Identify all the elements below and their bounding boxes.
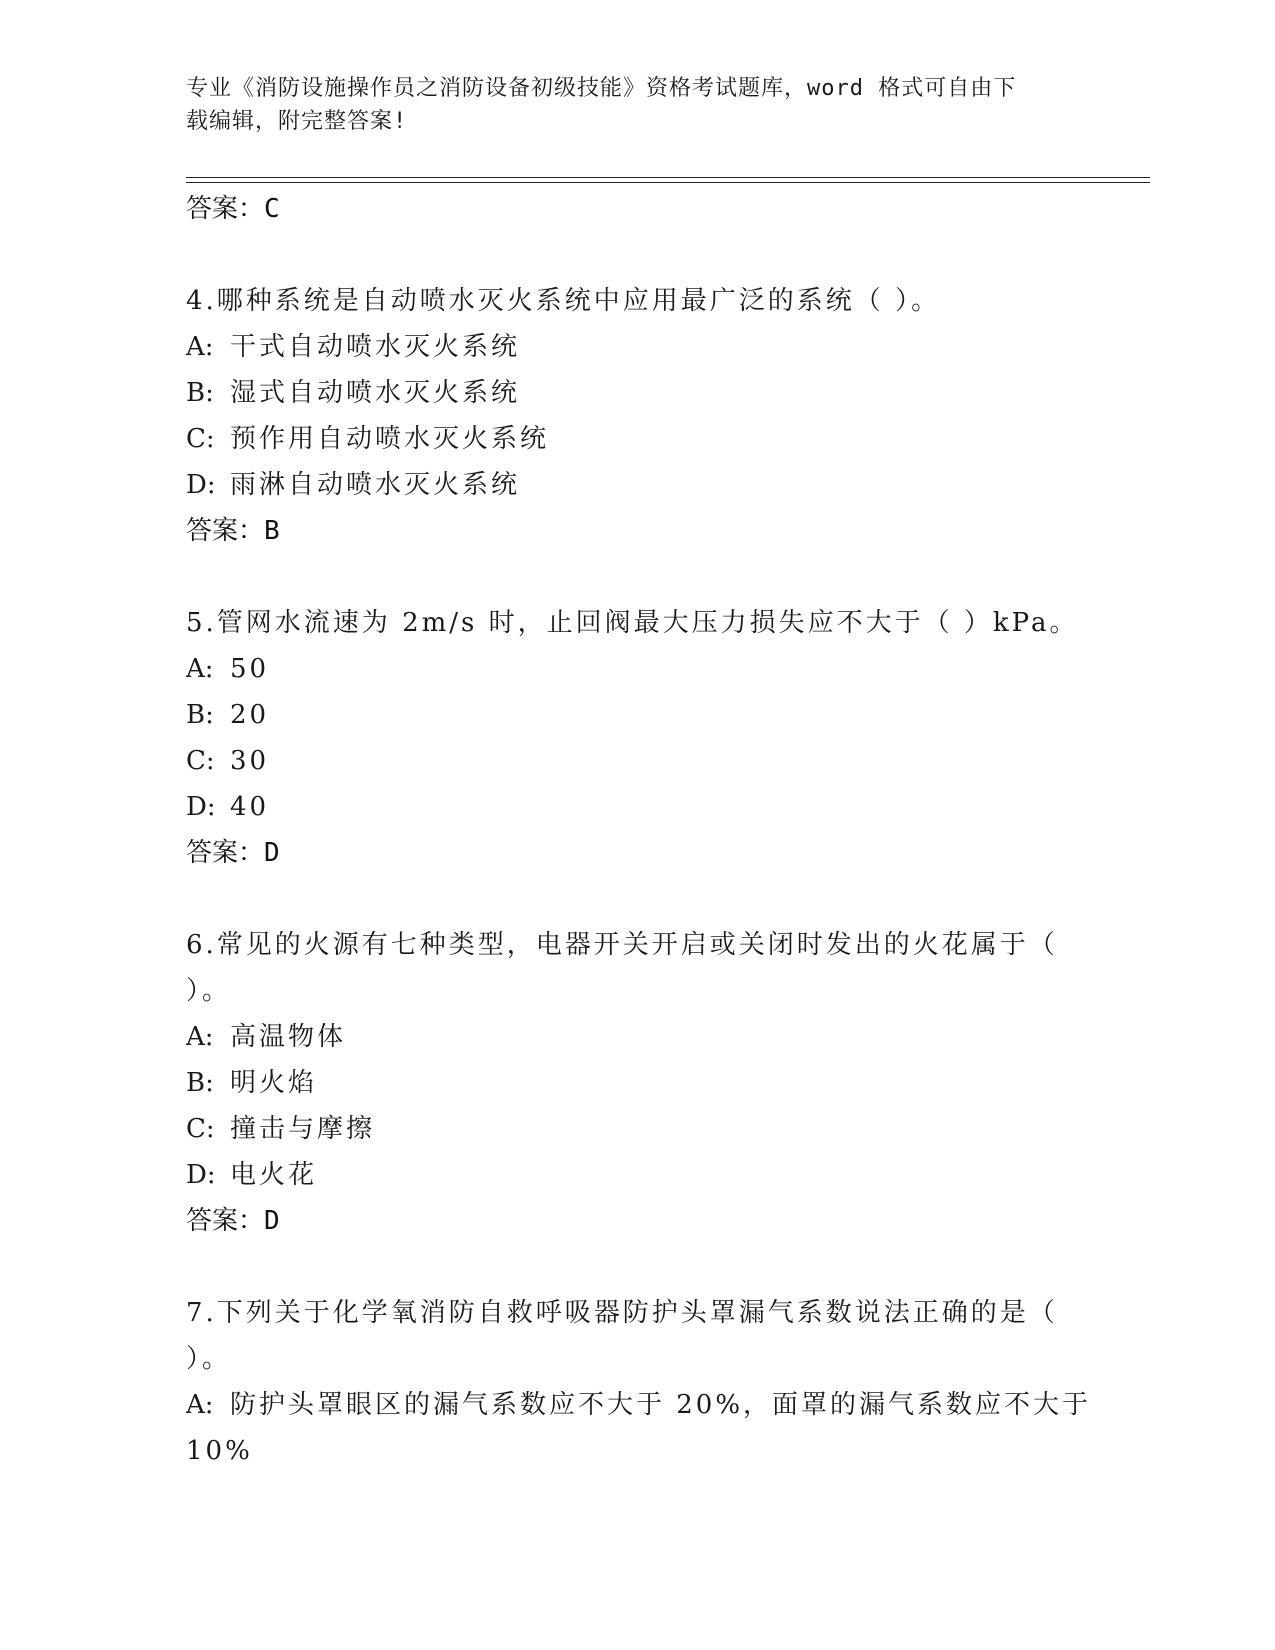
option-c [186, 416, 1106, 462]
answer: 答案：D [186, 1206, 280, 1236]
header-line-1: 专业《消防设施操作员之消防设备初级技能》资格考试题库，word 格式可自由下 [186, 76, 1017, 101]
option-a [186, 324, 1106, 370]
option-key: D: [186, 470, 216, 500]
option-key: C: [186, 424, 215, 454]
option-text: 30 [230, 746, 270, 776]
option-b [186, 1060, 1106, 1106]
question-stem-continued: ）。 [186, 976, 232, 1006]
option-key: B: [186, 700, 214, 730]
header-line-2: 载编辑，附完整答案! [186, 109, 408, 134]
option-text: 干式自动喷水灭火系统 [230, 332, 521, 362]
option-text: 湿式自动喷水灭火系统 [230, 378, 521, 408]
option-text: 电火花 [230, 1160, 318, 1190]
option-a-continued: 10% [186, 1436, 253, 1466]
question-stem: 6.常见的火源有七种类型，电器开关开启或关闭时发出的火花属于（ [186, 930, 1058, 960]
option-key: C: [186, 1114, 215, 1144]
option-d [186, 462, 1106, 508]
header-double-rule [186, 177, 1150, 183]
option-a [186, 646, 1106, 692]
option-text: 撞击与摩擦 [230, 1114, 376, 1144]
option-key: D: [186, 792, 216, 822]
option-a [186, 1014, 1106, 1060]
option-text: 明火焰 [230, 1068, 318, 1098]
question-stem: 5.管网水流速为 2m/s 时，止回阀最大压力损失应不大于（ ）kPa。 [186, 608, 1079, 638]
question-4 [186, 278, 1106, 554]
option-c [186, 738, 1106, 784]
option-key: B: [186, 1068, 214, 1098]
option-text: 预作用自动喷水灭火系统 [230, 424, 550, 454]
answer: 答案：D [186, 838, 280, 868]
option-key: A: [186, 1390, 214, 1420]
option-key: A: [186, 332, 214, 362]
option-b [186, 370, 1106, 416]
option-key: A: [186, 1022, 214, 1052]
previous-answer: 答案：C [186, 194, 280, 224]
question-stem: 4.哪种系统是自动喷水灭火系统中应用最广泛的系统（ ）。 [186, 286, 941, 316]
option-key: B: [186, 378, 214, 408]
option-text: 高温物体 [230, 1022, 347, 1052]
option-b [186, 692, 1106, 738]
option-d [186, 784, 1106, 830]
page-header [186, 72, 1056, 138]
option-text: 40 [230, 792, 270, 822]
option-c [186, 1106, 1106, 1152]
question-6 [186, 922, 1106, 1244]
question-stem: 7.下列关于化学氧消防自救呼吸器防护头罩漏气系数说法正确的是（ [186, 1298, 1058, 1328]
option-text: 防护头罩眼区的漏气系数应不大于 20%，面罩的漏气系数应不大于 [230, 1390, 1092, 1420]
question-stem-continued: ）。 [186, 1344, 232, 1374]
question-5 [186, 600, 1106, 876]
option-key: D: [186, 1160, 216, 1190]
option-text: 50 [230, 654, 270, 684]
question-7 [186, 1290, 1106, 1474]
option-text: 20 [230, 700, 270, 730]
answer: 答案：B [186, 516, 280, 546]
option-d [186, 1152, 1106, 1198]
option-key: C: [186, 746, 215, 776]
option-text: 雨淋自动喷水灭火系统 [230, 470, 521, 500]
question-list [186, 186, 1106, 1474]
option-a [186, 1382, 1106, 1428]
option-key: A: [186, 654, 214, 684]
